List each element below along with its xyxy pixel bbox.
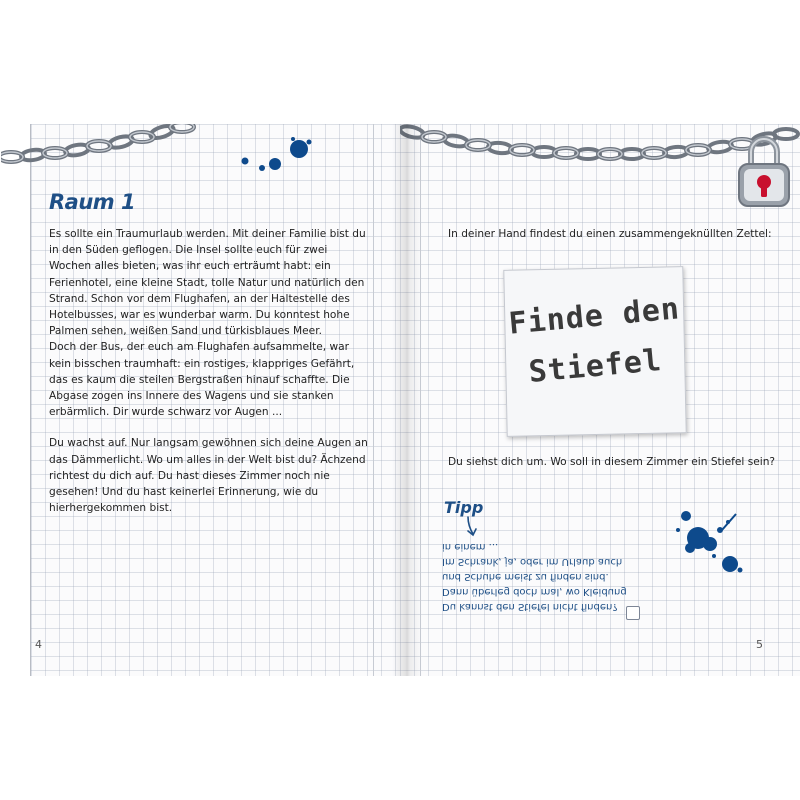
checkbox-icon[interactable] — [626, 606, 640, 620]
arrow-down-icon — [462, 516, 482, 538]
note-text: Finde den — [507, 291, 682, 342]
paragraph: Du wachst auf. Nur langsam gewöhnen sich deine Augen an das Dämmerlicht. Wo um alles in der Welt bist du? Ächzend richtest du dich auf. Du hast dieses Zimmer noch nie gesehen! Und du hast keinerlei Erinnerung, wie du hierhergekommen bist. — [49, 437, 368, 515]
question-text: Du siehst dich um. Wo soll in diesem Zimmer ein Stiefel sein? — [448, 456, 776, 468]
tipp-line: Im Schrank, ja, oder im Urlaub auch — [442, 556, 623, 567]
right-page — [400, 124, 800, 676]
tipp-label: Tipp — [444, 498, 484, 517]
page-number: 4 — [35, 638, 42, 651]
tipp-hint-upside-down — [442, 539, 627, 614]
note-text: Stiefel — [527, 343, 664, 390]
intro-text: In deiner Hand findest du einen zusammengeknüllten Zettel: — [448, 228, 772, 240]
tipp-line: Dann überleg doch mal, wo Kleidung — [442, 586, 627, 597]
left-page — [30, 124, 401, 676]
tipp-line: in einem ... — [442, 541, 499, 552]
tipp-line: Du kannst den Stiefel nicht finden? — [442, 601, 618, 612]
book-gutter — [392, 124, 422, 676]
tipp-line: und Schuhe meist zu finden sind. — [442, 571, 609, 582]
book-spread — [30, 124, 800, 676]
paragraph: Es sollte ein Traumurlaub werden. Mit deiner Familie bist du in den Süden geflogen. Die Insel sollte euch für zwei Wochen alles bieten, was ihr euch erträumt habt: ein Ferienhotel, eine kleine Stadt, tolle Natur und natürlich den Strand. Schon vor dem Flughafen, an der Haltestelle des Hotelbusses, war es wunderbar warm. Du konntest hohe Palmen sehen, weißen Sand und türkisblaues Meer. — [49, 228, 366, 338]
page-title: Raum 1 — [49, 190, 136, 214]
margin-line — [373, 124, 374, 676]
padlock-icon — [735, 130, 793, 210]
ink-splatter-icon — [670, 504, 750, 580]
chain-icon — [1, 124, 211, 169]
page-number: 5 — [756, 638, 763, 651]
crumpled-note — [503, 266, 686, 437]
story-text — [49, 226, 371, 516]
paragraph: Doch der Bus, der euch am Flughafen aufsammelte, war kein bisschen traumhaft: ein rostiges, klappriges Gefährt, das es kaum die steilen Bergstraßen hinauf schaffte. Die Abgase zogen ins Innere des Wagens und sie stanken erbärmlich. Dir wurde schwarz vor Augen ... — [49, 341, 355, 419]
ink-splatter-icon — [236, 134, 316, 176]
